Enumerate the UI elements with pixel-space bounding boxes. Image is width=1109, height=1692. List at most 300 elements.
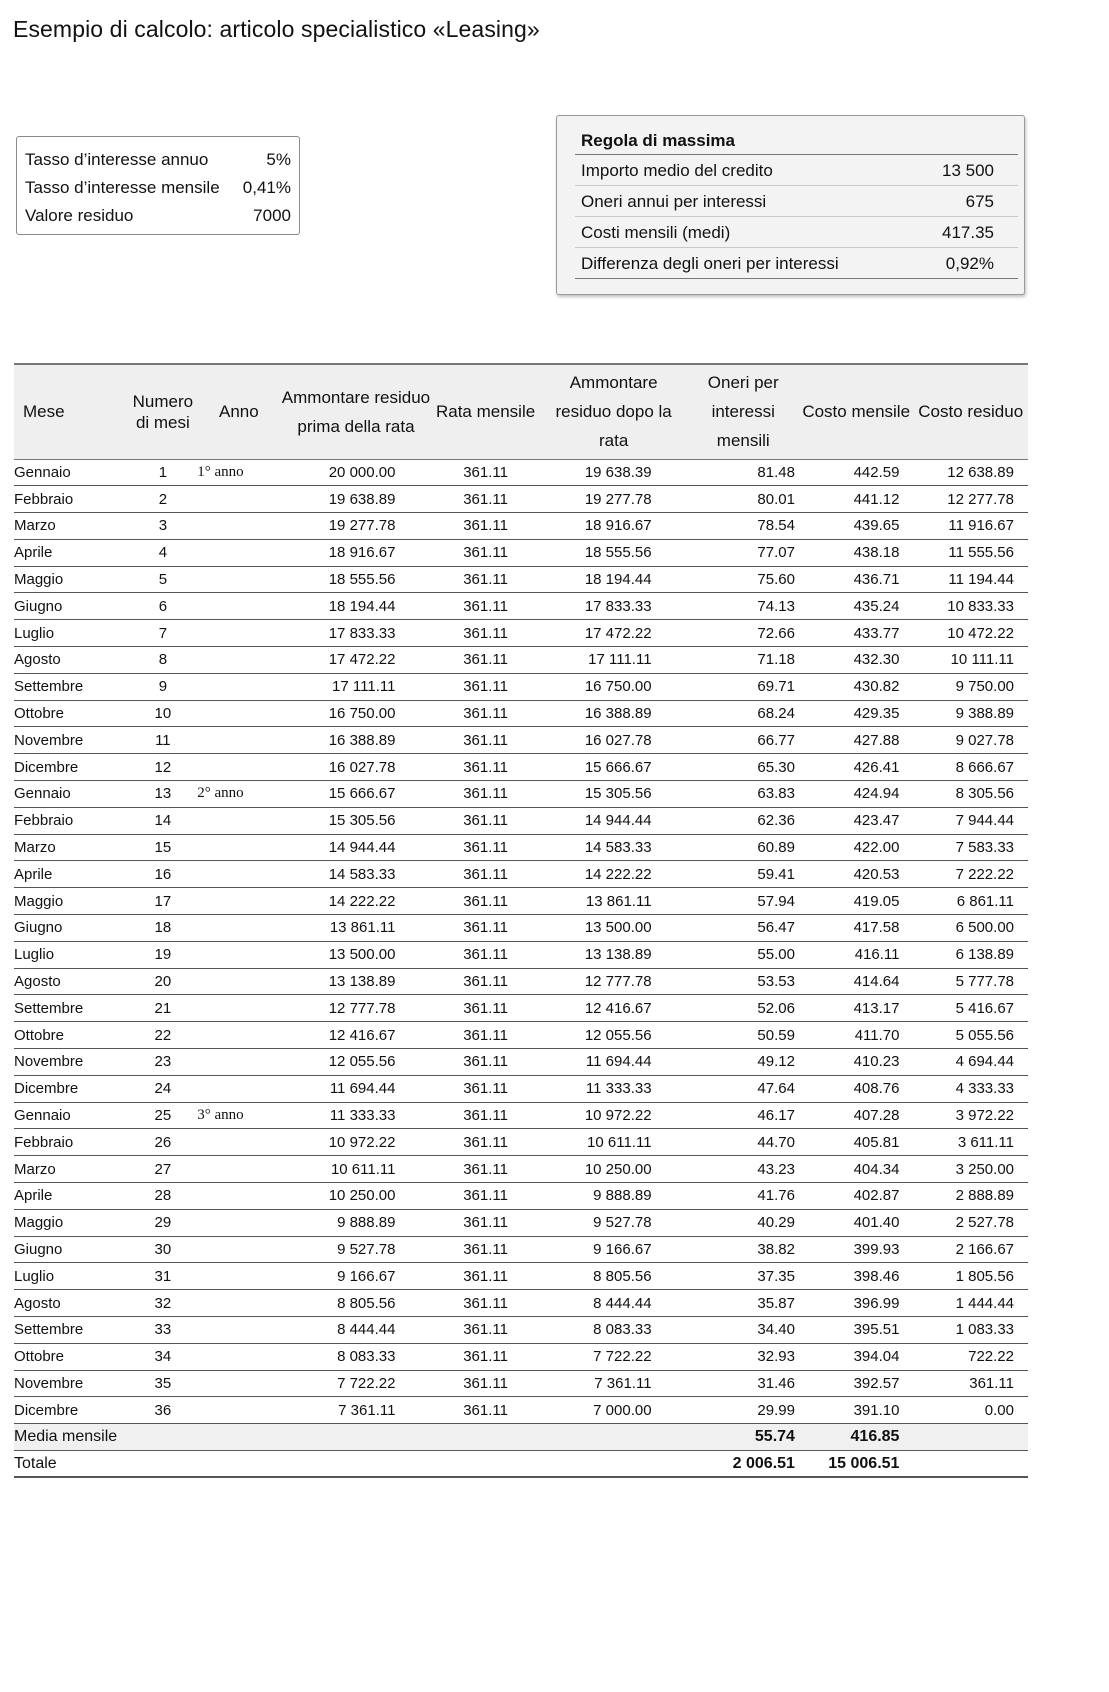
cell-rata: 361.11 [431, 968, 539, 995]
cell-prima: 8 805.56 [281, 1290, 432, 1317]
cell-numero: 24 [129, 1075, 198, 1102]
cell-residuo: 3 972.22 [913, 1102, 1028, 1129]
cell-anno [197, 754, 280, 781]
cell-rata: 361.11 [431, 915, 539, 942]
cell-numero: 10 [129, 700, 198, 727]
cell-prima: 14 222.22 [281, 888, 432, 915]
table-row [14, 1317, 1028, 1344]
cell-residuo: 11 555.56 [913, 539, 1028, 566]
cell-dopo: 8 083.33 [540, 1317, 688, 1344]
cell-mese: Ottobre [14, 700, 129, 727]
cell-oneri: 69.71 [688, 673, 799, 700]
cell-dopo: 18 194.44 [540, 566, 688, 593]
cell-numero: 7 [129, 620, 198, 647]
cell-mese: Febbraio [14, 1129, 129, 1156]
cell-anno [197, 673, 280, 700]
cell-rata: 361.11 [431, 620, 539, 647]
cell-dopo: 7 000.00 [540, 1397, 688, 1424]
cell-anno [197, 1290, 280, 1317]
cell-rata: 361.11 [431, 1370, 539, 1397]
cell-numero: 14 [129, 807, 198, 834]
cell-costo: 432.30 [799, 647, 914, 674]
cell-anno [197, 1022, 280, 1049]
rule-value: 13 500 [942, 161, 994, 180]
cell-residuo: 6 138.89 [913, 941, 1028, 968]
cell-oneri: 35.87 [688, 1290, 799, 1317]
cell-costo: 396.99 [799, 1290, 914, 1317]
cell-oneri: 40.29 [688, 1209, 799, 1236]
cell-dopo: 13 500.00 [540, 915, 688, 942]
cell-prima: 9 888.89 [281, 1209, 432, 1236]
cell-oneri: 68.24 [688, 700, 799, 727]
cell-residuo: 5 416.67 [913, 995, 1028, 1022]
param-residual-value [25, 202, 291, 230]
cell-anno: 1° anno [197, 459, 280, 486]
table-row [14, 727, 1028, 754]
cell-dopo: 14 583.33 [540, 834, 688, 861]
cell-residuo: 0.00 [913, 1397, 1028, 1424]
cell-oneri: 81.48 [688, 459, 799, 486]
cell-oneri: 44.70 [688, 1129, 799, 1156]
table-row [14, 593, 1028, 620]
cell-mese: Aprile [14, 539, 129, 566]
cell-mese: Giugno [14, 1236, 129, 1263]
cell-costo: 426.41 [799, 754, 914, 781]
cell-residuo: 1 083.33 [913, 1317, 1028, 1344]
cell-mese: Maggio [14, 1209, 129, 1236]
table-row [14, 995, 1028, 1022]
rule-value: 417.35 [942, 223, 994, 242]
cell-rata: 361.11 [431, 1397, 539, 1424]
cell-anno [197, 1236, 280, 1263]
cell-residuo: 10 111.11 [913, 647, 1028, 674]
cell-numero: 22 [129, 1022, 198, 1049]
param-value: 7000 [253, 206, 291, 225]
table-header-row [14, 364, 1028, 459]
cell-prima: 9 527.78 [281, 1236, 432, 1263]
cell-anno [197, 620, 280, 647]
cell-oneri: 71.18 [688, 647, 799, 674]
cell-oneri: 77.07 [688, 539, 799, 566]
cell-rata: 361.11 [431, 700, 539, 727]
cell-oneri: 47.64 [688, 1075, 799, 1102]
cell-numero: 29 [129, 1209, 198, 1236]
cell-costo: 419.05 [799, 888, 914, 915]
cell-residuo: 3 250.00 [913, 1156, 1028, 1183]
rule-title: Regola di massima [575, 128, 1018, 155]
cell-numero: 31 [129, 1263, 198, 1290]
table-row [14, 888, 1028, 915]
cell-costo: 414.64 [799, 968, 914, 995]
cell-prima: 18 194.44 [281, 593, 432, 620]
cell-numero: 4 [129, 539, 198, 566]
cell-costo: 441.12 [799, 486, 914, 513]
cell-costo: 401.40 [799, 1209, 914, 1236]
empty-cell [540, 1424, 688, 1451]
col-header-mese: Mese [14, 364, 129, 459]
cell-dopo: 10 250.00 [540, 1156, 688, 1183]
cell-anno [197, 1343, 280, 1370]
cell-residuo: 8 666.67 [913, 754, 1028, 781]
leasing-table [14, 363, 1028, 1478]
cell-numero: 36 [129, 1397, 198, 1424]
cell-rata: 361.11 [431, 1022, 539, 1049]
cell-anno [197, 727, 280, 754]
cell-prima: 11 333.33 [281, 1102, 432, 1129]
cell-anno [197, 995, 280, 1022]
empty-cell [281, 1450, 432, 1477]
cell-rata: 361.11 [431, 1263, 539, 1290]
average-row [14, 1424, 1028, 1451]
table-body [14, 459, 1028, 1477]
cell-rata: 361.11 [431, 1183, 539, 1210]
cell-oneri: 56.47 [688, 915, 799, 942]
cell-prima: 12 777.78 [281, 995, 432, 1022]
table-row [14, 968, 1028, 995]
cell-costo: 417.58 [799, 915, 914, 942]
cell-dopo: 8 805.56 [540, 1263, 688, 1290]
cell-dopo: 18 916.67 [540, 513, 688, 540]
cell-rata: 361.11 [431, 539, 539, 566]
param-label: Valore residuo [25, 206, 134, 225]
cell-anno [197, 593, 280, 620]
cell-residuo: 5 777.78 [913, 968, 1028, 995]
cell-anno [197, 513, 280, 540]
param-value: 0,41% [242, 178, 291, 197]
cell-costo: 416.11 [799, 941, 914, 968]
cell-mese: Giugno [14, 915, 129, 942]
cell-dopo: 18 555.56 [540, 539, 688, 566]
cell-mese: Ottobre [14, 1022, 129, 1049]
cell-rata: 361.11 [431, 1209, 539, 1236]
cell-rata: 361.11 [431, 727, 539, 754]
cell-numero: 20 [129, 968, 198, 995]
cell-rata: 361.11 [431, 647, 539, 674]
cell-rata: 361.11 [431, 566, 539, 593]
cell-numero: 3 [129, 513, 198, 540]
rule-row [575, 248, 1018, 279]
cell-mese: Febbraio [14, 807, 129, 834]
cell-dopo: 17 111.11 [540, 647, 688, 674]
cell-rata: 361.11 [431, 673, 539, 700]
cell-oneri: 55.00 [688, 941, 799, 968]
cell-rata: 361.11 [431, 754, 539, 781]
cell-costo: 392.57 [799, 1370, 914, 1397]
cell-numero: 32 [129, 1290, 198, 1317]
page-title: Esempio di calcolo: articolo specialistico «Leasing» [13, 16, 540, 42]
cell-anno: 3° anno [197, 1102, 280, 1129]
cell-mese: Gennaio [14, 459, 129, 486]
cell-oneri: 78.54 [688, 513, 799, 540]
cell-mese: Agosto [14, 647, 129, 674]
param-label: Tasso d’interesse mensile [25, 178, 220, 197]
cell-residuo: 4 694.44 [913, 1049, 1028, 1076]
cell-anno [197, 1317, 280, 1344]
cell-dopo: 17 472.22 [540, 620, 688, 647]
col-header-numero: Numero di mesi [129, 364, 198, 459]
table-row [14, 1102, 1028, 1129]
cell-costo: 422.00 [799, 834, 914, 861]
cell-residuo: 9 027.78 [913, 727, 1028, 754]
rule-label: Differenza degli oneri per interessi [581, 254, 839, 273]
cell-prima: 13 500.00 [281, 941, 432, 968]
cell-anno [197, 1397, 280, 1424]
cell-costo: 410.23 [799, 1049, 914, 1076]
cell-oneri: 52.06 [688, 995, 799, 1022]
cell-dopo: 7 361.11 [540, 1370, 688, 1397]
empty-cell [540, 1450, 688, 1477]
cell-costo: 430.82 [799, 673, 914, 700]
cell-costo: 411.70 [799, 1022, 914, 1049]
cell-rata: 361.11 [431, 1075, 539, 1102]
cell-residuo: 1 805.56 [913, 1263, 1028, 1290]
cell-anno: 2° anno [197, 781, 280, 808]
cell-residuo: 4 333.33 [913, 1075, 1028, 1102]
summary-label: Media mensile [14, 1424, 129, 1451]
cell-residuo: 722.22 [913, 1343, 1028, 1370]
table-row [14, 1209, 1028, 1236]
cell-numero: 13 [129, 781, 198, 808]
cell-oneri: 38.82 [688, 1236, 799, 1263]
rule-value: 0,92% [945, 254, 994, 273]
cell-rata: 361.11 [431, 1129, 539, 1156]
cell-prima: 17 472.22 [281, 647, 432, 674]
col-header-costo: Costo mensile [799, 364, 914, 459]
cell-oneri: 53.53 [688, 968, 799, 995]
cell-anno [197, 915, 280, 942]
cell-costo: 395.51 [799, 1317, 914, 1344]
cell-prima: 14 944.44 [281, 834, 432, 861]
cell-numero: 23 [129, 1049, 198, 1076]
cell-numero: 16 [129, 861, 198, 888]
cell-mese: Dicembre [14, 1075, 129, 1102]
cell-mese: Ottobre [14, 1343, 129, 1370]
cell-prima: 19 638.89 [281, 486, 432, 513]
cell-anno [197, 647, 280, 674]
cell-oneri: 41.76 [688, 1183, 799, 1210]
cell-dopo: 12 055.56 [540, 1022, 688, 1049]
cell-oneri: 74.13 [688, 593, 799, 620]
cell-dopo: 11 333.33 [540, 1075, 688, 1102]
cell-costo: 398.46 [799, 1263, 914, 1290]
cell-rata: 361.11 [431, 781, 539, 808]
cell-prima: 17 111.11 [281, 673, 432, 700]
cell-oneri: 46.17 [688, 1102, 799, 1129]
param-annual-rate [25, 146, 291, 174]
rule-row [575, 155, 1018, 186]
cell-dopo: 15 305.56 [540, 781, 688, 808]
col-header-residuo: Costo residuo [913, 364, 1028, 459]
table-row [14, 1370, 1028, 1397]
empty-cell [913, 1424, 1028, 1451]
cell-numero: 21 [129, 995, 198, 1022]
cell-anno [197, 1263, 280, 1290]
cell-prima: 8 444.44 [281, 1317, 432, 1344]
cell-mese: Settembre [14, 673, 129, 700]
cell-oneri: 49.12 [688, 1049, 799, 1076]
cell-numero: 1 [129, 459, 198, 486]
cell-oneri: 57.94 [688, 888, 799, 915]
cell-rata: 361.11 [431, 1317, 539, 1344]
cell-costo: 407.28 [799, 1102, 914, 1129]
cell-residuo: 7 583.33 [913, 834, 1028, 861]
cell-anno [197, 1156, 280, 1183]
summary-label: Totale [14, 1450, 129, 1477]
cell-mese: Maggio [14, 566, 129, 593]
cell-costo: 442.59 [799, 459, 914, 486]
cell-residuo: 10 472.22 [913, 620, 1028, 647]
cell-residuo: 2 166.67 [913, 1236, 1028, 1263]
cell-residuo: 11 916.67 [913, 513, 1028, 540]
table-row [14, 1343, 1028, 1370]
table-row [14, 941, 1028, 968]
cell-costo: 439.65 [799, 513, 914, 540]
cell-dopo: 10 972.22 [540, 1102, 688, 1129]
col-header-rata: Rata mensile [431, 364, 539, 459]
cell-oneri: 60.89 [688, 834, 799, 861]
cell-numero: 11 [129, 727, 198, 754]
rule-row [575, 186, 1018, 217]
rule-label: Oneri annui per interessi [581, 192, 767, 211]
cell-rata: 361.11 [431, 1236, 539, 1263]
cell-residuo: 12 638.89 [913, 459, 1028, 486]
cell-anno [197, 566, 280, 593]
cell-anno [197, 539, 280, 566]
table-row [14, 620, 1028, 647]
cell-anno [197, 1129, 280, 1156]
col-header-anno: Anno [197, 364, 280, 459]
cell-dopo: 16 388.89 [540, 700, 688, 727]
table-row [14, 834, 1028, 861]
cell-numero: 26 [129, 1129, 198, 1156]
cell-oneri: 66.77 [688, 727, 799, 754]
cell-anno [197, 1049, 280, 1076]
cell-residuo: 3 611.11 [913, 1129, 1028, 1156]
table-row [14, 566, 1028, 593]
summary-costo: 416.85 [799, 1424, 914, 1451]
empty-cell [129, 1424, 198, 1451]
empty-cell [431, 1424, 539, 1451]
cell-rata: 361.11 [431, 1343, 539, 1370]
cell-oneri: 65.30 [688, 754, 799, 781]
cell-numero: 9 [129, 673, 198, 700]
cell-mese: Maggio [14, 888, 129, 915]
cell-mese: Marzo [14, 834, 129, 861]
cell-numero: 18 [129, 915, 198, 942]
cell-rata: 361.11 [431, 1156, 539, 1183]
cell-mese: Luglio [14, 620, 129, 647]
cell-mese: Dicembre [14, 754, 129, 781]
cell-prima: 13 861.11 [281, 915, 432, 942]
cell-numero: 28 [129, 1183, 198, 1210]
table-row [14, 1049, 1028, 1076]
cell-numero: 19 [129, 941, 198, 968]
cell-mese: Agosto [14, 968, 129, 995]
cell-prima: 7 361.11 [281, 1397, 432, 1424]
cell-prima: 16 027.78 [281, 754, 432, 781]
cell-anno [197, 834, 280, 861]
cell-residuo: 8 305.56 [913, 781, 1028, 808]
empty-cell [129, 1450, 198, 1477]
cell-costo: 394.04 [799, 1343, 914, 1370]
cell-dopo: 16 750.00 [540, 673, 688, 700]
col-header-prima: Ammontare residuo prima della rata [281, 364, 432, 459]
rule-row [575, 217, 1018, 248]
summary-oneri: 2 006.51 [688, 1450, 799, 1477]
cell-dopo: 10 611.11 [540, 1129, 688, 1156]
table-row [14, 700, 1028, 727]
cell-rata: 361.11 [431, 941, 539, 968]
cell-rata: 361.11 [431, 486, 539, 513]
cell-dopo: 19 638.39 [540, 459, 688, 486]
cell-dopo: 13 861.11 [540, 888, 688, 915]
cell-costo: 424.94 [799, 781, 914, 808]
cell-dopo: 19 277.78 [540, 486, 688, 513]
cell-mese: Aprile [14, 861, 129, 888]
cell-residuo: 2 527.78 [913, 1209, 1028, 1236]
cell-prima: 16 750.00 [281, 700, 432, 727]
table-row [14, 1397, 1028, 1424]
cell-numero: 12 [129, 754, 198, 781]
cell-oneri: 31.46 [688, 1370, 799, 1397]
cell-prima: 10 972.22 [281, 1129, 432, 1156]
cell-costo: 423.47 [799, 807, 914, 834]
cell-numero: 30 [129, 1236, 198, 1263]
cell-rata: 361.11 [431, 513, 539, 540]
cell-costo: 405.81 [799, 1129, 914, 1156]
cell-numero: 5 [129, 566, 198, 593]
total-row [14, 1450, 1028, 1477]
col-header-oneri: Oneri per interessi mensili [688, 364, 799, 459]
cell-residuo: 5 055.56 [913, 1022, 1028, 1049]
cell-costo: 391.10 [799, 1397, 914, 1424]
cell-prima: 10 250.00 [281, 1183, 432, 1210]
cell-dopo: 17 833.33 [540, 593, 688, 620]
cell-dopo: 9 166.67 [540, 1236, 688, 1263]
cell-residuo: 7 222.22 [913, 861, 1028, 888]
cell-residuo: 9 388.89 [913, 700, 1028, 727]
cell-prima: 18 916.67 [281, 539, 432, 566]
table-row [14, 915, 1028, 942]
table-row [14, 673, 1028, 700]
table-row [14, 1075, 1028, 1102]
col-header-dopo: Ammontare residuo dopo la rata [540, 364, 688, 459]
cell-residuo: 11 194.44 [913, 566, 1028, 593]
cell-dopo: 12 416.67 [540, 995, 688, 1022]
cell-dopo: 8 444.44 [540, 1290, 688, 1317]
cell-mese: Novembre [14, 1370, 129, 1397]
cell-anno [197, 941, 280, 968]
cell-dopo: 15 666.67 [540, 754, 688, 781]
cell-mese: Marzo [14, 513, 129, 540]
empty-cell [281, 1424, 432, 1451]
cell-dopo: 13 138.89 [540, 941, 688, 968]
table-row [14, 486, 1028, 513]
empty-cell [431, 1450, 539, 1477]
param-monthly-rate [25, 174, 291, 202]
cell-numero: 33 [129, 1317, 198, 1344]
cell-costo: 399.93 [799, 1236, 914, 1263]
cell-anno [197, 861, 280, 888]
cell-residuo: 12 277.78 [913, 486, 1028, 513]
cell-anno [197, 1370, 280, 1397]
cell-rata: 361.11 [431, 807, 539, 834]
cell-prima: 15 666.67 [281, 781, 432, 808]
cell-numero: 8 [129, 647, 198, 674]
cell-rata: 361.11 [431, 1290, 539, 1317]
cell-anno [197, 888, 280, 915]
cell-numero: 35 [129, 1370, 198, 1397]
